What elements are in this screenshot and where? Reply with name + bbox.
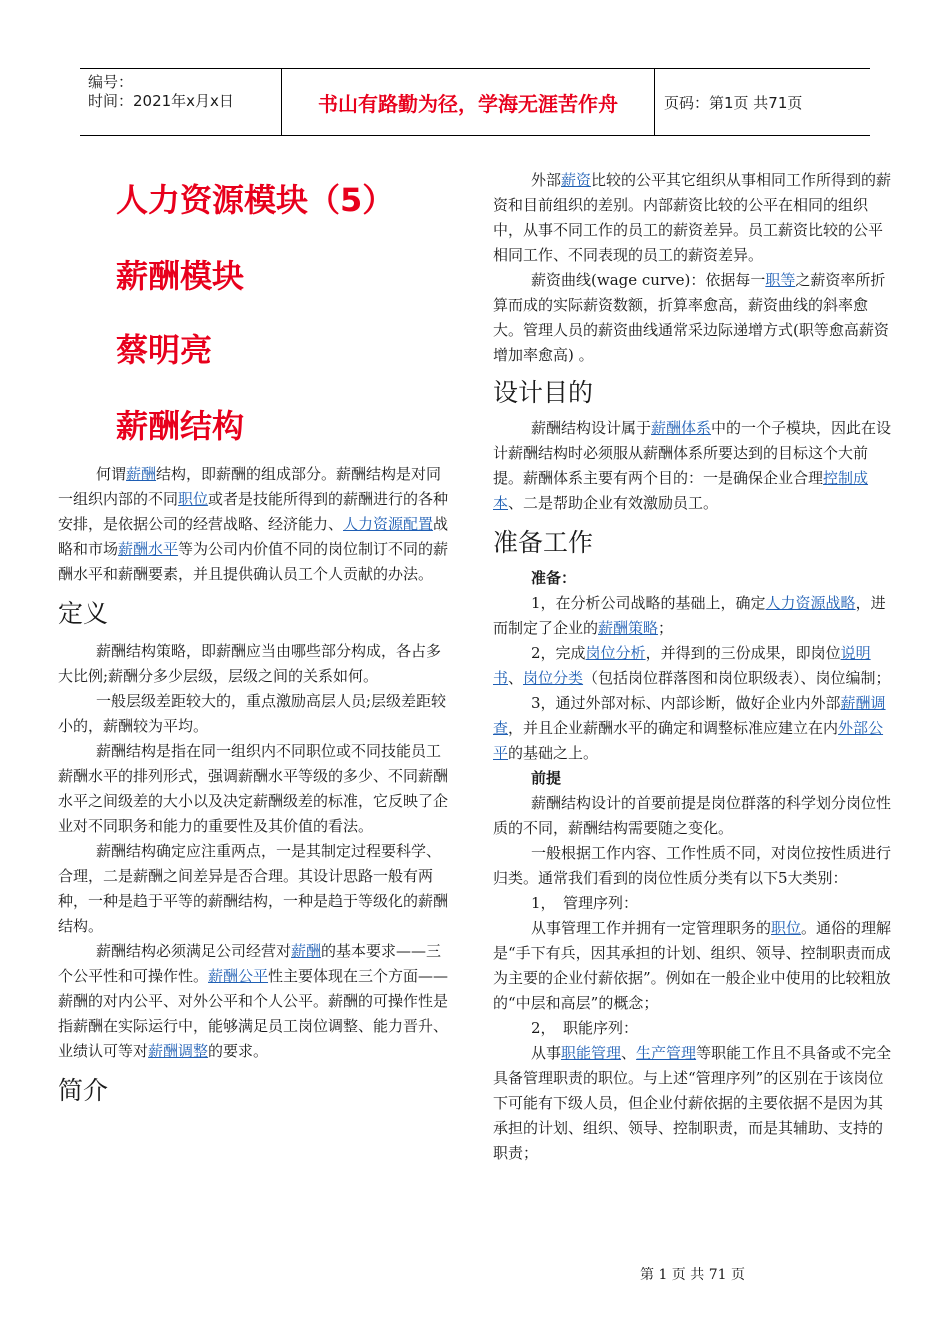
- link-cost-control[interactable]: 控制成本: [493, 469, 869, 512]
- code-label: 编号：: [88, 73, 134, 91]
- paragraph: 薪酬结构设计属于薪酬体系中的一个子模块，因此在设计薪酬结构时必须服从薪酬体系所要达到的目标这个大前提。薪酬体系主要有两个目的：一是确保企业合理控制成本、二是帮助企业有效激励员工。: [493, 419, 892, 512]
- link-manual[interactable]: 说明书: [493, 644, 871, 687]
- step-1: 1，在分析公司战略的基础上，确定人力资源战略，进而制定了企业的薪酬策略；: [493, 594, 886, 637]
- title-module: 人力资源模块（5）: [116, 181, 395, 219]
- paragraph: 从事管理工作并拥有一定管理职务的职位。通俗的理解是“手下有兵，因其承担的计划、组织、领导、控制职责而成为主要的企业付薪依据”。例如在一般企业中使用的比较粗放的“中层和高层”的概念；: [493, 919, 892, 1012]
- paragraph: 薪酬结构策略，即薪酬应当由哪些部分构成，各占多大比例;薪酬分多少层级，层级之间的关系如何。: [58, 642, 442, 685]
- link-hr-allocation[interactable]: 人力资源配置: [343, 515, 434, 533]
- link-hr-strategy[interactable]: 人力资源战略: [765, 594, 856, 612]
- paragraph: 从事职能管理、生产管理等职能工作且不具备或不完全具备管理职责的职位。与上述“管理序列”的区别在于该岗位下可能有下级人员，但企业付薪依据的主要依据不是因为其承担的计划、组织、领导、控制职责，而是其辅助、支持的职责；: [493, 1044, 892, 1162]
- link-salary-fairness[interactable]: 薪酬公平: [208, 967, 269, 985]
- paragraph: 薪酬结构设计的首要前提是岗位群落的科学划分岗位性质的不同，薪酬结构需要随之变化。: [493, 794, 892, 837]
- step-3: 3，通过外部对标、内部诊断，做好企业内外部薪酬调查，并且企业薪酬水平的确定和调整标准应建立在内外部公平的基础之上。: [493, 694, 886, 762]
- right-column: [493, 168, 893, 1166]
- link-xinchou[interactable]: 薪酬: [126, 465, 157, 483]
- heading-design-goal: 设计目的: [493, 378, 594, 407]
- premise-label: 前提: [531, 769, 562, 787]
- header-page-info: 页码：第1页 共71页: [664, 93, 803, 112]
- time-label: 时间：2021年x月x日: [88, 92, 234, 110]
- heading-intro: 简介: [58, 1076, 109, 1105]
- category-management: 1， 管理序列：: [531, 894, 639, 912]
- link-salary-strategy[interactable]: 薪酬策略: [598, 619, 659, 637]
- prep-label: 准备：: [531, 569, 577, 587]
- link-zhideng[interactable]: 职等: [765, 271, 796, 289]
- link-salary-adjust[interactable]: 薪酬调整: [148, 1042, 209, 1060]
- step-2: 2，完成岗位分析，并得到的三份成果，即岗位说明书、岗位分类（包括岗位群落图和岗位职级表）、岗位编制；: [493, 644, 891, 687]
- heading-preparation: 准备工作: [493, 528, 594, 557]
- paragraph: 薪酬结构确定应注重两点，一是其制定过程要科学、合理，二是薪酬之间差异是否合理。其设计思路一般有两种，一种是趋于平等的薪酬结构，一种是趋于等级化的薪酬结构。: [58, 842, 449, 935]
- header-info-cell: [80, 69, 282, 135]
- paragraph: 一般根据工作内容、工作性质不同，对岗位按性质进行归类。通常我们看到的岗位性质分类有以下5大类别：: [493, 844, 892, 887]
- paragraph: 薪酬结构必须满足公司经营对薪酬的基本要求——三个公平性和可操作性。薪酬公平性主要体现在三个方面——薪酬的对内公平、对外公平和个人公平。薪酬的可操作性是指薪酬在实际运行中，能够满足员工岗位调整、能力晋升、业绩认可等对薪酬调整的要求。: [58, 942, 449, 1060]
- link-functional-mgmt[interactable]: 职能管理: [561, 1044, 622, 1062]
- category-function: 2， 职能序列：: [531, 1019, 639, 1037]
- paragraph: 外部薪资比较的公平其它组织从事相同工作所得到的薪资和目前组织的差别。内部薪资比较的公平在相同的组织中，从事不同工作的员工的薪资差异。员工薪资比较的公平相同工作、不同表现的员工的薪资差异。: [493, 171, 892, 264]
- link-external-fairness[interactable]: 外部公平: [493, 719, 884, 762]
- link-production-mgmt[interactable]: 生产管理: [636, 1044, 697, 1062]
- paragraph: 一般层级差距较大的，重点激励高层人员;层级差距较小的，薪酬较为平均。: [58, 692, 447, 735]
- header-table: [80, 68, 870, 136]
- link-zhiwei-2[interactable]: 职位: [771, 919, 802, 937]
- title-salary-structure: 薪酬结构: [116, 407, 245, 445]
- link-job-classification[interactable]: 岗位分类: [523, 669, 584, 687]
- link-zhiwei[interactable]: 职位: [178, 490, 209, 508]
- link-job-analysis[interactable]: 岗位分析: [585, 644, 646, 662]
- intro-paragraph: 何谓薪酬结构，即薪酬的组成部分。薪酬结构是对同一组织内部的不同职位或者是技能所得到的薪酬进行的各种安排，是依据公司的经营战略、经济能力、人力资源配置战略和市场薪酬水平等为公司内价值不同的岗位制订不同的薪酬水平和薪酬要素，并且提供确认员工个人贡献的办法。: [58, 465, 449, 583]
- title-salary-module: 薪酬模块: [116, 257, 245, 295]
- link-xinchou-2[interactable]: 薪酬: [291, 942, 322, 960]
- paragraph: 薪资曲线(wage curve)：依据每一职等之薪资率所折算而成的实际薪资数额，折算率愈高，薪资曲线的斜率愈大。管理人员的薪资曲线通常采边际递增方式(职等愈高薪资增加率愈高) 。: [493, 271, 889, 364]
- link-salary-survey[interactable]: 薪酬调查: [493, 694, 886, 737]
- paragraph: 薪酬结构是指在同一组织内不同职位或不同技能员工薪酬水平的排列形式，强调薪酬水平等级的多少、不同薪酬水平之间级差的大小以及决定薪酬级差的标准，它反映了企业对不同职务和能力的重要性及其价值的看法。: [58, 742, 449, 835]
- link-salary-system[interactable]: 薪酬体系: [651, 419, 712, 437]
- heading-definition: 定义: [58, 599, 109, 628]
- link-salary-level[interactable]: 薪酬水平: [118, 540, 179, 558]
- title-author: 蔡明亮: [116, 331, 213, 369]
- left-column: [58, 180, 454, 1108]
- page-footer: 第 1 页 共 71 页: [640, 1267, 745, 1283]
- link-xinzi[interactable]: 薪资: [561, 171, 592, 189]
- header-motto: 书山有路勤为径，学海无涯苦作舟: [282, 69, 655, 135]
